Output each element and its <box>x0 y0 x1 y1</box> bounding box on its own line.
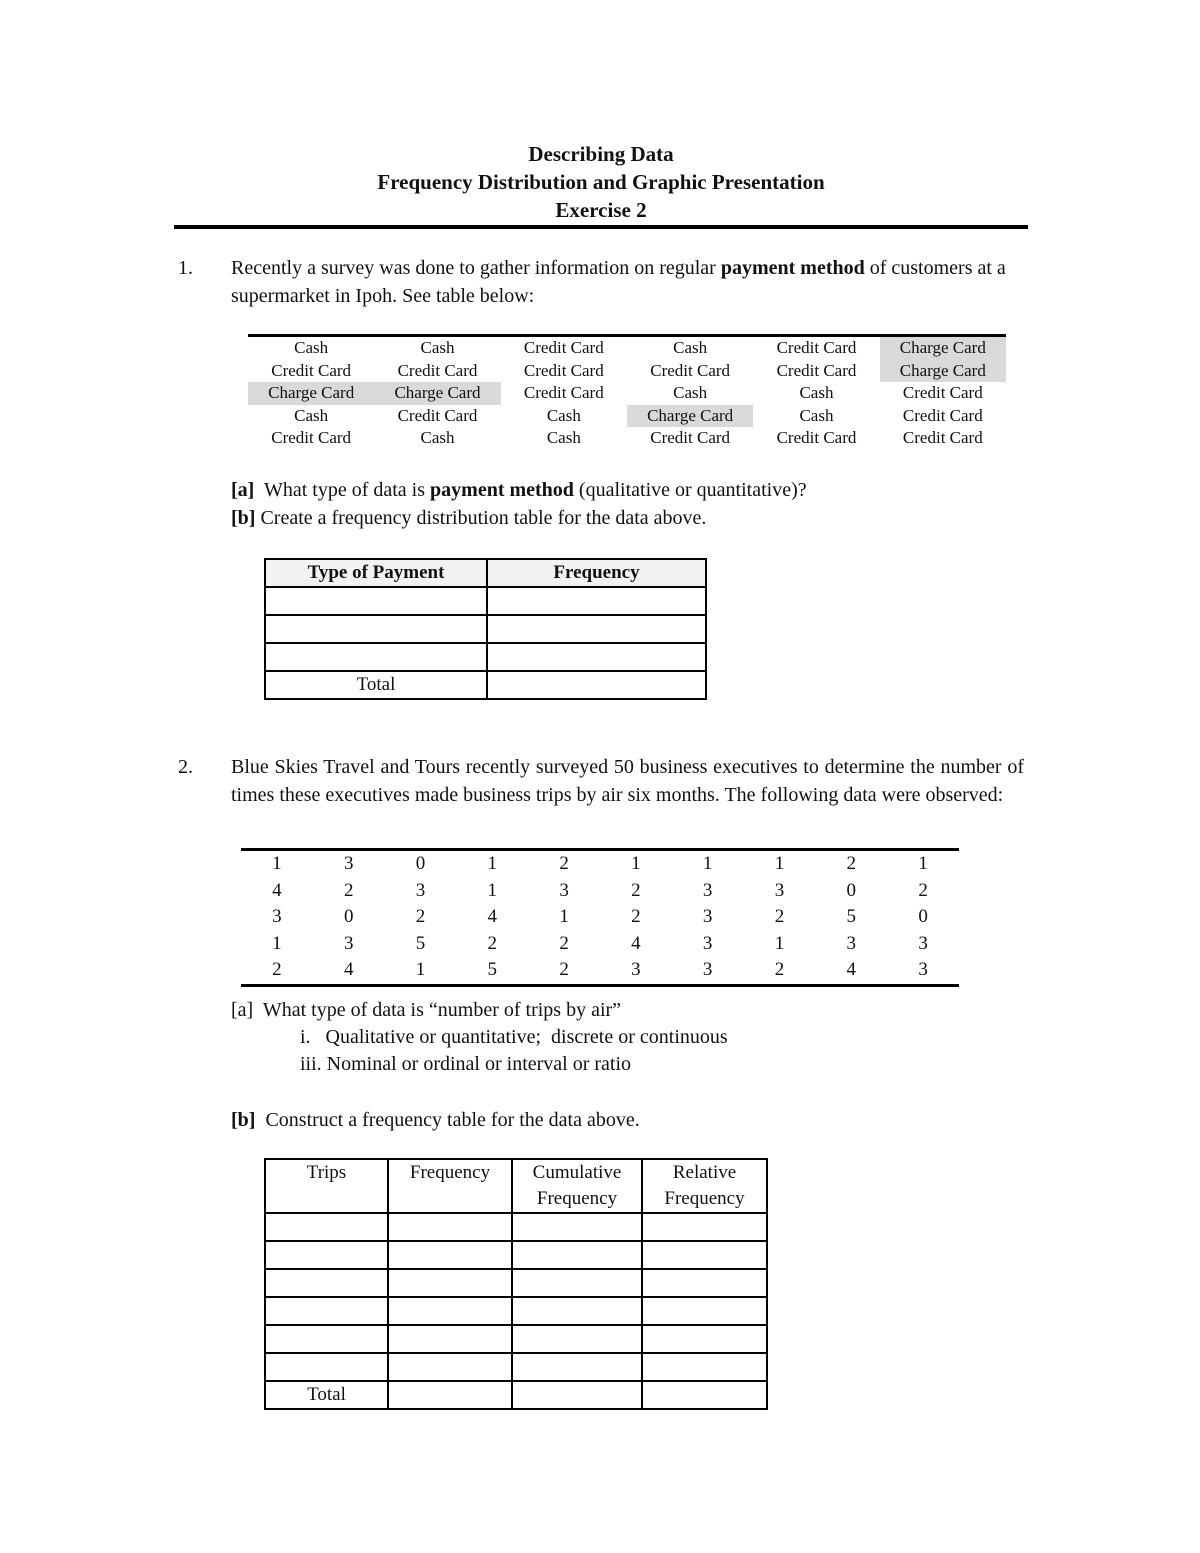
trips-cell: 3 <box>272 906 282 928</box>
trips-cell: 1 <box>487 853 498 875</box>
trips-cell: 2 <box>559 959 569 981</box>
payment-cell: Credit Card <box>271 428 352 448</box>
header-divider <box>174 225 1028 229</box>
payment-cell: Cash <box>294 338 329 358</box>
trips-cell: 1 <box>918 853 928 875</box>
payment-cell: Charge Card <box>248 382 374 405</box>
header-frequency: Frequency <box>388 1159 512 1213</box>
table-row <box>248 427 1006 450</box>
total-row <box>265 1381 767 1409</box>
trips-cell: 4 <box>343 959 354 981</box>
total-label: Total <box>265 671 487 699</box>
blank-cell[interactable] <box>388 1213 512 1241</box>
title: Describing Data <box>528 142 674 166</box>
payment-cell: Credit Card <box>902 428 983 448</box>
trips-cell: 2 <box>631 879 641 901</box>
trips-cell: 1 <box>774 853 785 875</box>
payment-cell: Credit Card <box>902 405 983 425</box>
payment-cell: Credit Card <box>523 383 604 403</box>
total-cell[interactable] <box>487 671 706 699</box>
payment-cell: Cash <box>420 338 455 358</box>
payment-cell: Cash <box>546 405 581 425</box>
header-type-of-payment: Type of Payment <box>265 559 487 587</box>
trips-cell: 2 <box>774 959 785 981</box>
trips-cell: 0 <box>846 879 857 901</box>
payment-cell: Credit Card <box>776 360 857 380</box>
blank-cell[interactable] <box>487 615 706 643</box>
trips-cell: 5 <box>846 906 857 928</box>
trips-cell: 0 <box>415 853 426 875</box>
total-row <box>265 671 706 699</box>
payment-cell: Credit Card <box>650 428 731 448</box>
blank-cell[interactable] <box>388 1325 512 1353</box>
trips-cell: 1 <box>272 932 282 954</box>
payment-cell: Cash <box>799 405 834 425</box>
blank-cell[interactable] <box>512 1297 642 1325</box>
table-header-row <box>265 559 706 587</box>
table-header-row <box>265 1159 767 1213</box>
table-row <box>248 382 1006 405</box>
table-row <box>248 405 1006 428</box>
trips-data-table <box>241 848 959 987</box>
blank-cell[interactable] <box>265 1269 388 1297</box>
blank-cell[interactable] <box>388 1353 512 1381</box>
blank-cell[interactable] <box>512 1241 642 1269</box>
blank-cell[interactable] <box>512 1213 642 1241</box>
trips-cell: 2 <box>487 932 498 954</box>
question-2-number: 2. <box>178 756 193 778</box>
payment-cell: Credit Card <box>523 360 604 380</box>
question-1-number: 1. <box>178 257 193 279</box>
blank-cell[interactable] <box>512 1325 642 1353</box>
table-row <box>241 931 959 958</box>
payment-cell: Credit Card <box>397 405 478 425</box>
header-cumulative-frequency: Cumulative Frequency <box>512 1159 642 1213</box>
question-1a: [a] What type of data is payment method (qualitative or quantitative)? <box>231 479 807 501</box>
trips-cell: 2 <box>774 906 785 928</box>
trips-cell: 3 <box>702 879 713 901</box>
trips-cell: 0 <box>918 906 928 928</box>
table-row <box>265 1213 767 1241</box>
blank-cell[interactable] <box>642 1269 767 1297</box>
question-2a-iii: iii. Nominal or ordinal or interval or ratio <box>300 1053 632 1075</box>
trips-cell: 2 <box>559 932 569 954</box>
trips-cell: 4 <box>272 879 282 901</box>
header-relative-frequency: Relative Frequency <box>642 1159 767 1213</box>
payment-cell: Charge Card <box>374 382 500 405</box>
trips-cell: 1 <box>487 879 498 901</box>
blank-cell[interactable] <box>512 1353 642 1381</box>
trips-cell: 2 <box>272 959 282 981</box>
blank-cell[interactable] <box>512 1269 642 1297</box>
table-row <box>265 587 706 615</box>
payment-cell: Credit Card <box>523 338 604 358</box>
payment-cell: Cash <box>420 428 455 448</box>
trips-cell: 3 <box>774 879 785 901</box>
blank-cell[interactable] <box>265 1241 388 1269</box>
table-row <box>241 957 959 985</box>
document-header <box>174 140 1028 224</box>
question-2a: [a] What type of data is “number of trips by air” <box>231 999 622 1021</box>
exercise-label: Exercise 2 <box>555 198 647 222</box>
payment-cell: Credit Card <box>271 360 352 380</box>
payment-cell: Cash <box>673 338 708 358</box>
table-row <box>248 360 1006 383</box>
trips-cell: 2 <box>415 906 426 928</box>
trips-cell: 4 <box>631 932 641 954</box>
total-cell[interactable] <box>388 1381 512 1409</box>
table-row <box>241 850 959 878</box>
blank-cell[interactable] <box>265 1353 388 1381</box>
trips-cell: 3 <box>343 932 354 954</box>
trips-cell: 1 <box>559 906 569 928</box>
blank-cell[interactable] <box>487 643 706 671</box>
subtitle: Frequency Distribution and Graphic Presentation <box>377 170 825 194</box>
blank-cell[interactable] <box>388 1297 512 1325</box>
trips-cell: 3 <box>702 959 713 981</box>
table-row <box>265 1269 767 1297</box>
payment-cell: Cash <box>673 383 708 403</box>
blank-cell[interactable] <box>487 587 706 615</box>
blank-cell[interactable] <box>642 1297 767 1325</box>
payment-cell: Credit Card <box>776 338 857 358</box>
blank-cell[interactable] <box>265 615 487 643</box>
trips-cell: 3 <box>415 879 426 901</box>
blank-cell[interactable] <box>642 1241 767 1269</box>
payment-cell: Charge Card <box>627 405 753 428</box>
blank-cell[interactable] <box>388 1269 512 1297</box>
question-1-text: Recently a survey was done to gather information on regular payment method of customers at a supermarket in Ipoh. See table below: <box>231 257 1006 307</box>
question-2-text: Blue Skies Travel and Tours recently surveyed 50 business executives to determine the number of times these executives made business trips by air six months. The following data were observed: <box>231 756 1024 806</box>
payment-cell: Cash <box>294 405 329 425</box>
payment-cell: Credit Card <box>397 360 478 380</box>
blank-cell[interactable] <box>265 643 487 671</box>
blank-cell[interactable] <box>265 1325 388 1353</box>
trips-cell: 3 <box>631 959 641 981</box>
trips-cell: 2 <box>631 906 641 928</box>
trips-frequency-table <box>264 1158 768 1410</box>
blank-cell[interactable] <box>642 1213 767 1241</box>
payment-cell: Credit Card <box>650 360 731 380</box>
blank-cell[interactable] <box>265 1297 388 1325</box>
table-row <box>265 1241 767 1269</box>
total-cell[interactable] <box>642 1381 767 1409</box>
blank-cell[interactable] <box>265 1213 388 1241</box>
trips-cell: 3 <box>918 932 928 954</box>
trips-cell: 3 <box>559 879 569 901</box>
trips-cell: 2 <box>343 879 354 901</box>
table-row <box>248 336 1006 360</box>
trips-cell: 1 <box>774 932 785 954</box>
blank-cell[interactable] <box>265 587 487 615</box>
payment-cell: Credit Card <box>902 383 983 403</box>
table-row <box>265 1353 767 1381</box>
table-row <box>241 904 959 931</box>
trips-cell: 4 <box>487 906 498 928</box>
payment-cell: Charge Card <box>880 360 1006 383</box>
total-label: Total <box>265 1381 388 1409</box>
payment-cell: Cash <box>546 428 581 448</box>
trips-cell: 1 <box>415 959 426 981</box>
table-row <box>265 1325 767 1353</box>
trips-cell: 3 <box>702 906 713 928</box>
blank-cell[interactable] <box>388 1241 512 1269</box>
trips-cell: 2 <box>918 879 928 901</box>
trips-cell: 1 <box>631 853 641 875</box>
trips-cell: 3 <box>918 959 928 981</box>
table-row <box>265 1297 767 1325</box>
trips-cell: 0 <box>343 906 354 928</box>
blank-cell[interactable] <box>642 1353 767 1381</box>
trips-cell: 2 <box>559 853 569 875</box>
total-cell[interactable] <box>512 1381 642 1409</box>
payment-cell: Credit Card <box>776 428 857 448</box>
blank-cell[interactable] <box>642 1325 767 1353</box>
header-trips: Trips <box>265 1159 388 1213</box>
payment-data-table <box>248 334 1006 450</box>
trips-cell: 2 <box>846 853 857 875</box>
table-row <box>241 878 959 905</box>
payment-frequency-table <box>264 558 707 700</box>
question-2a-i: i. Qualitative or quantitative; discrete or continuous <box>300 1026 728 1048</box>
trips-cell: 3 <box>343 853 354 875</box>
payment-cell: Cash <box>799 383 834 403</box>
question-1b: [b] Create a frequency distribution table for the data above. <box>231 507 707 529</box>
question-2b: [b] Construct a frequency table for the data above. <box>231 1109 640 1131</box>
payment-cell: Charge Card <box>880 336 1006 360</box>
trips-cell: 1 <box>272 853 282 875</box>
trips-cell: 5 <box>487 959 498 981</box>
table-row <box>265 615 706 643</box>
trips-cell: 4 <box>846 959 857 981</box>
trips-cell: 1 <box>702 853 713 875</box>
trips-cell: 5 <box>415 932 426 954</box>
trips-cell: 3 <box>702 932 713 954</box>
header-frequency: Frequency <box>487 559 706 587</box>
table-row <box>265 643 706 671</box>
trips-cell: 3 <box>846 932 857 954</box>
